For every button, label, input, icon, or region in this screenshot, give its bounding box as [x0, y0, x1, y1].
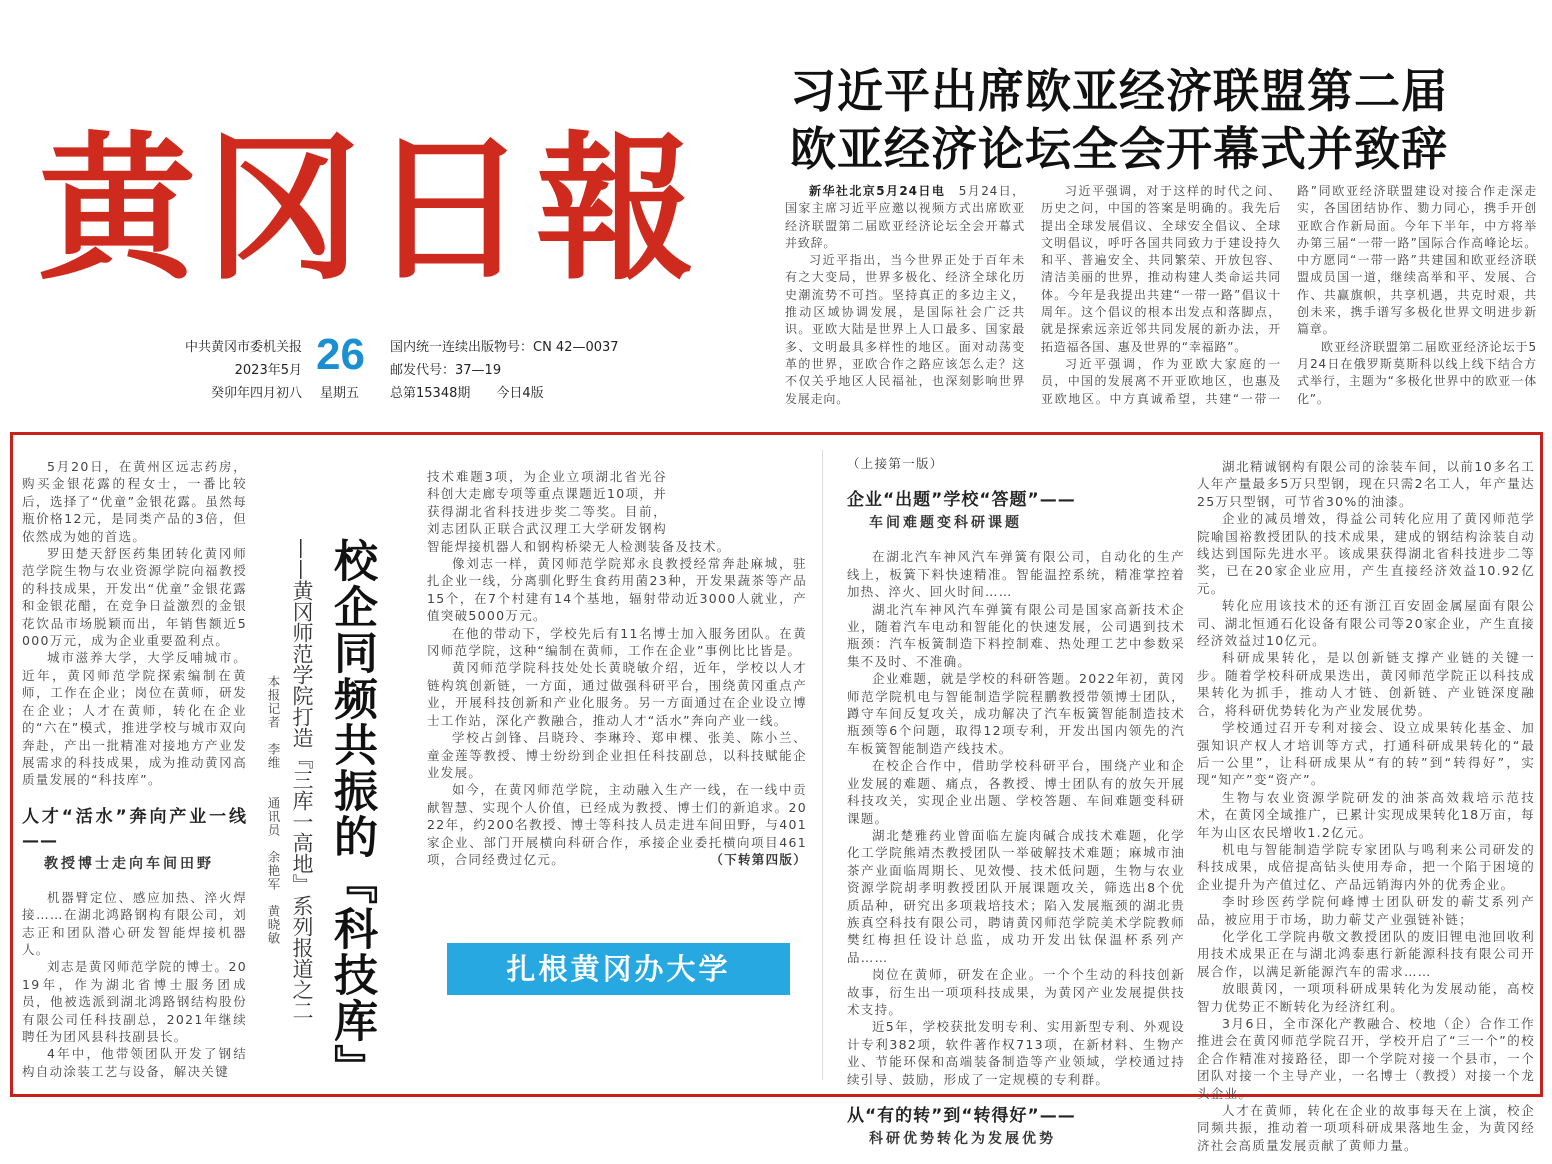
paragraph: [1197, 841, 1535, 893]
lead-first-paragraph: [785, 183, 1025, 252]
paragraph: [847, 670, 1185, 757]
paragraph-text: 化学化工学院冉敬文教授团队的废旧锂电池回收利用技术成果正在与湖北鸿泰惠行新能源科技有限公司开展合作，以满足新能源汽车的需求……: [1197, 928, 1535, 979]
paragraph-text: 刘志是黄冈师范学院的博士。2019年，作为湖北省博士服务团成员，他被选派到湖北鸿路钢结构股份有限公司任科技副总，2021年继续聘任为团风县科技副县长。: [22, 959, 247, 1044]
paragraph-text: 转化应用该技术的还有浙江百安固金属屋面有限公司、湖北恒通石化设备有限公司等20家企业，产生直接经济效益过10亿元。: [1197, 598, 1535, 649]
subheading-secondary: 车间难题变科研课题: [869, 515, 1022, 532]
paragraph-text: 罗田楚天舒医药集团转化黄冈师范学院生物与农业资源学院向福教授的科技成果，开发出“优童”金银花露和金银花醋，在竞争日益激烈的金银花饮品市场脱颖而出，年销售额近5000万元，成为企业重要盈利点。: [22, 546, 247, 649]
paragraph-text: 3月6日，全市深化产教融合、校地（企）合作工作推进会在黄冈师范学院召开，学校开启了“三一个”的校企合作精准对接路径，即一个学院对接一个县市，一个团队对接一个主导产业，一名博士（教授）对接一个龙头企业。: [1197, 1016, 1535, 1101]
day-number: 26: [316, 330, 365, 379]
paragraph-text: 放眼黄冈，一项项科研成果转化为发展动能，高校智力优势正不断转化为经济红利。: [1197, 981, 1535, 1014]
subheading: [847, 488, 1185, 534]
organ-label: 中共黄冈市委机关报: [184, 340, 302, 355]
paragraph-text: 企业难题，就是学校的科研答题。2022年初，黄冈师范学院机电与智能制造学院程鹏教授带领博士团队，蹲守车间反复攻关，成功解决了汽车板簧智能制造技术瓶颈等6个问题，取得12项专利，开发出国内领先的汽车板簧智能制造产线技术。: [847, 671, 1186, 756]
lead-paragraph: 习近平指出，当今世界正处于百年未有之大变局，世界多极化、经济全球化历史潮流势不可挡。坚持真正的多边主义，推动区域协调发展，是国际社会广泛共识。亚欧大陆是世界上人口最多、国家最多、文明最具多样性的地区。面对动荡变革的世界，亚欧合作之路应该怎么走？这不仅关乎地区人民福祉，也深刻影响世界发展走向。: [785, 253, 1025, 406]
paragraph-text: 人才在黄师，转化在企业的故事每天在上演，校企同频共振，推动着一项项科研成果落地生金，为黄冈经济社会高质量发展贡献了黄师力量。: [1197, 1103, 1535, 1153]
headline-line: 欧亚经济论坛全会开幕式并致辞: [790, 122, 1448, 176]
continued-on-note: （下转第四版）: [710, 851, 807, 867]
paragraph-text: 技术难题3项，为企业立项湖北省光谷科创大走廊专项等重点课题近10项，并获得湖北省科技进步奖二等奖。目前，刘志团队正联合武汉理工大学研发钢构智能焊接机器人和钢构桥梁无人检测装备及技术。: [427, 469, 731, 554]
newspaper-logo: 黄冈日報: [38, 117, 702, 302]
lead-article-body: [785, 183, 1537, 408]
paragraph-text: 企业的减员增效，得益公司转化应用了黄冈师范学院喻国裕教授团队的技术成果，建成的钢结构涂装自动线达到国际先进水平。该成果获得湖北省科技进步二等奖，已在20家企业应用，产生直接经济效益10.92亿元。: [1197, 511, 1535, 596]
feature-title: 校企同频共振的『科技库』: [326, 538, 377, 1090]
paragraph-text: 近5年，学校获批发明专利、实用新型专利、外观设计专利382项，软件著作权713项，在新材料、生物产业、节能环保和高端装备制造等产业领域，学校通过持续引导、鼓励，形成了一定规模的专利群。: [847, 1019, 1185, 1087]
paragraph-text: 如今，在黄冈师范学院，主动融入生产一线，在一线中贡献智慧、实现个人价值，已经成为教授、博士们的新追求。2022年，约200名教授、博士等科技人员走进车间田野，与401家企业、部门开展横向科研合作，承接企业委托横向项目461项，合同经费过亿元。: [427, 782, 807, 867]
paragraph-text: 在湖北汽车神风汽车弹簧有限公司，自动化的生产线上，板簧下料快速精准。智能温控系统，精准掌控着加热、淬火、回火时间……: [847, 549, 1185, 600]
weekday: 星期五: [320, 386, 360, 401]
masthead-meta-left: [150, 336, 302, 405]
feature-column-3: [847, 455, 1185, 1164]
paragraph: [847, 966, 1185, 1018]
lead-paragraph: 习近平强调，对于这样的时代之问、历史之问，中国的答案是明确的。我先后提出全球发展倡议、全球安全倡议、全球文明倡议，呼吁各国共同致力于建设持久和平、普遍安全、共同繁荣、开放包容、清洁美丽的世界，推动构建人类命运共同体。今年是我提出共建“一带一路”倡议十周年。这个倡议的根本出发点和落脚点，就是探索远亲近邻共同发展的新办法，开拓造福各国、惠及世界的“幸福路”。: [1041, 184, 1281, 354]
paragraph-text: 湖北汽车神风汽车弹簧有限公司是国家高新技术企业，随着汽车电动和智能化的快速发展，公司遇到技术瓶颈：汽车板簧制造下料控制难、热处理工艺中参数采集不及时、不准确。: [847, 601, 1185, 669]
paragraph: [847, 757, 1185, 827]
paragraph: [847, 548, 1185, 600]
paragraph-text: 学校通过召开专利对接会、设立成果转化基金、加强知识产权人才培训等方式，打通科研成果转化的“最后一公里”，让科研成果从“有的转”到“转得好”，实现“知产”变“资产”。: [1197, 720, 1535, 788]
paragraph: [22, 545, 247, 649]
cn-number: 国内统一连续出版物号：CN 42—0037: [390, 340, 619, 355]
paragraph: [847, 827, 1185, 966]
paragraph: [1197, 1015, 1535, 1102]
paragraph: [1197, 719, 1535, 789]
postal-code: 邮发代号：37—19: [390, 363, 502, 378]
paragraph-text: 学校占剑锋、吕晓玲、李琳玲、郑申棵、张美、陈小兰、童金莲等教授、博士纷纷到企业担任科技副总，以科技赋能企业发展。: [427, 730, 807, 780]
paragraph: [22, 958, 247, 1045]
paragraph-text: 在校企合作中，借助学校科研平台，围绕产业和企业发展的难题、痛点，各教授、博士团队有的放矢开展科技攻关，实现企业出题、学校答题、车间难题变科研课题。: [847, 758, 1185, 826]
feature-subtitle: ——黄冈师范学院打造『三库一高地』系列报道之二: [290, 538, 314, 1021]
paragraph-text: 像刘志一样，黄冈师范学院郑永良教授经常奔赴麻城，驻扎企业一线，分离驯化野生食药用菌23种，开发果蔬茶等产品15个，在7个村建有14个基地，辐射带动近3000人就业，产值突破5000万元。: [427, 556, 807, 624]
feature-column-4: [1197, 458, 1535, 1154]
paragraph-text: 李时珍医药学院何峰博士团队研发的蕲艾系列产品，被应用于市场，助力蕲艾产业强链补链；: [1197, 894, 1535, 927]
paragraph: [1197, 980, 1535, 1015]
subheading: [22, 805, 247, 875]
paragraph: [427, 659, 807, 729]
subheading-main: 企业“出题”学校“答题”——: [847, 490, 1076, 511]
subheading: [847, 1104, 1185, 1150]
paragraph: [427, 555, 807, 625]
paragraph-text: 4年中，他带领团队开发了钢结构自动涂装工艺与设备，解决关键: [22, 1046, 247, 1079]
paragraph-text: 岗位在黄师，研发在企业。一个个生动的科技创新故事，衍生出一项项科技成果，为黄冈产业发展提供技术支持。: [847, 967, 1185, 1017]
section-banner: 扎根黄冈办大学: [447, 943, 790, 995]
masthead-meta-right: [390, 336, 619, 405]
subheading-secondary: 教授博士走向车间田野: [44, 855, 214, 872]
lead-paragraph: 欧亚经济联盟第二届欧亚经济论坛于5月24日在俄罗斯莫斯科以线上线下结合方式举行，主题为“多极化世界中的欧亚一体化”。: [1297, 339, 1537, 406]
paragraph-text: 湖北楚雅药业曾面临左旋肉碱合成技术难题，化学化工学院熊靖杰教授团队一举破解技术难题；麻城市油茶产业面临周期长、见效慢、技术低问题，生物与农业资源学院胡孝明教授团队开展课题攻关，筛选出8个优质品种，研究出多项栽培技术；陷入发展瓶颈的湖北贵族真空科技有限公司，聘请黄冈师范学院美术学院教师樊红梅担任设计总监，成功开发出钛保温杯系列产品……: [847, 827, 1185, 965]
paragraph-text: 机电与智能制造学院专家团队与鸣利来公司研发的科技成果，成倍提高钻头使用寿命，把一个陷于困境的企业提升为产值过亿、产品远销海内外的优秀企业。: [1197, 841, 1535, 892]
feature-byline: 本报记者 李维 通讯员 余艳军 黄晓敏: [266, 675, 281, 945]
subheading-main: 从“有的转”到“转得好”——: [847, 1106, 1076, 1126]
paragraph-text: 生物与农业资源学院研发的油茶高效栽培示范技术，在黄冈全域推广，已累计实现成果转化18万亩，每年为山区农民增收1.2亿元。: [1197, 789, 1535, 840]
paragraph: [1197, 510, 1535, 597]
dateline: 新华社北京5月24日电: [809, 184, 946, 198]
paragraph-text: 在他的带动下，学校先后有11名博士加入服务团队。在黄冈师范学院，这种“编制在黄师，工作在企业”事例比比皆是。: [427, 625, 807, 659]
paragraph: [427, 625, 807, 660]
paragraph-text: 湖北精诚钢构有限公司的涂装车间，以前10多名工人年产量最多5万只型钢，现在只需2名工人，年产量达25万只型钢，可节省30%的油漆。: [1197, 459, 1535, 509]
paragraph-text: 科研成果转化，是以创新链支撑产业链的关键一步。随着学校科研成果迭出，黄冈师范学院正以科技成果转化为抓手，推动人才链、创新链、产业链深度融合，将科研优势转化为产业发展优势。: [1197, 650, 1535, 718]
paragraph: [1197, 893, 1535, 928]
paragraph: [1197, 928, 1535, 980]
text-wrap-spacer: [667, 468, 807, 522]
paragraph: [427, 729, 807, 781]
year-month: 2023年5月: [234, 363, 302, 378]
lead-paragraph: 习近平强调，作为亚欧大家庭的一员，中国的发展离不开亚欧地区，也惠及亚欧地区。中方真诚希望，共建“一带一路”同欧亚经济联盟建设对接合作走深走实，各国团结协作、勠力同心，携手开创亚欧合作新局面。今年下半年，中方将举办第三届“一带一路”国际合作高峰论坛。中方愿同“一带一路”共建国和欧亚经济联盟成员国一道，继续高举和平、发展、合作、共赢旗帜，共享机遇，共克时艰，共创未来，携手谱写多极化世界文明进步新篇章。: [1041, 184, 1537, 406]
paragraph: [1197, 1102, 1535, 1154]
lunar-date: 癸卯年四月初八: [210, 386, 302, 401]
feature-column-1: [22, 458, 247, 1080]
subheading-secondary: 科研优势转化为发展优势: [869, 1131, 1056, 1147]
feature-column-2: [427, 468, 807, 868]
paragraph: [1197, 649, 1535, 719]
paragraph-text: 城市滋养大学，大学反哺城市。近年，黄冈师范学院探索编制在黄师，工作在企业；岗位在黄师，研发在企业；人才在黄师，转化在企业的“六在”模式，推进学校与城市双向奔赴，产出一批精准对接地方产业发展需求的科技成果，成为推动黄冈高质量发展的“科技库”。: [22, 650, 247, 788]
paragraph: [22, 649, 247, 788]
paragraph-text: 黄冈师范学院科技处处长黄晓敏介绍，近年，学校以人才链构筑创新链，一方面，通过做强科研平台，围绕黄冈重点产业，开展科技创新和产业化服务。另一方面通过在企业设立博士工作站，深化产教融合，推动人才“活水”奔向产业一线。: [427, 660, 807, 728]
paragraph: [22, 1045, 247, 1080]
headline-line: 习近平出席欧亚经济联盟第二届: [790, 64, 1448, 118]
paragraph: [22, 458, 247, 545]
paragraph: [1197, 789, 1535, 841]
paragraph: [22, 889, 247, 959]
paragraph-text: 5月24日，国家主席习近平应邀以视频方式出席欧亚经济联盟第二届欧亚经济论坛全会开幕式并致辞。: [785, 184, 1025, 250]
paragraph: [1197, 458, 1535, 510]
paragraph: [847, 1018, 1185, 1088]
issue-info: 总第15348期 今日4版: [390, 386, 544, 401]
lead-headline: [790, 62, 1535, 178]
paragraph-text: 机器臂定位、感应加热、淬火焊接……在湖北鸿路钢构有限公司，刘志正和团队潜心研发智能焊接机器人。: [22, 889, 247, 957]
continued-from-note: （上接第一版）: [847, 456, 944, 471]
subheading-main: 人才“活水”奔向产业一线——: [22, 806, 247, 851]
paragraph: [1197, 597, 1535, 649]
paragraph-text: 5月20日，在黄州区远志药房，购买金银花露的程女士，一番比较后，选择了“优童”金银花露。虽然每瓶价格12元，是同类产品的3倍，但依然成为她的首选。: [22, 459, 247, 544]
paragraph: [427, 781, 807, 868]
paragraph: [847, 601, 1185, 671]
column-divider: [822, 450, 823, 1080]
